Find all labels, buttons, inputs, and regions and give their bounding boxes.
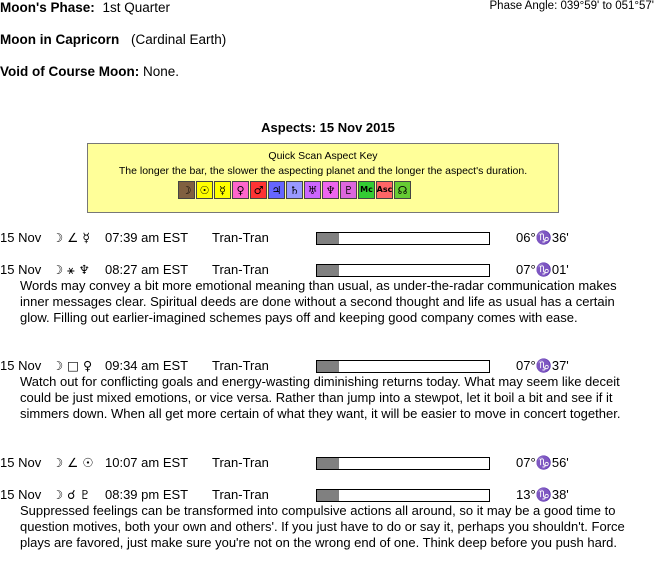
moon-phase-line [0,0,170,15]
aspect-time: 08:39 pm EST [105,487,189,502]
node-icon: ☊ [394,181,411,199]
neptune-icon: ♆ [322,181,339,199]
duration-bar [316,360,490,373]
aspect-row [0,358,656,374]
duration-bar-fill [317,361,339,372]
mercury-icon: ☿ [214,181,231,199]
aspect-type: Tran-Tran [212,230,269,245]
duration-bar [316,489,490,502]
aspect-date: 15 Nov [0,487,42,502]
aspect-key-description: The longer the bar, the slower the aspecting planet and the longer the aspect's duration. [118,165,528,177]
aspect-glyphs: ☽ □ ♀ [52,358,93,373]
sun-icon: ☉ [196,181,213,199]
mars-icon: ♂ [250,181,267,199]
aspect-time: 09:34 am EST [105,358,189,373]
aspect-position: 13°♑38' [516,487,569,502]
moon-phase-value: 1st Quarter [102,0,171,15]
aspect-type: Tran-Tran [212,262,269,277]
phase-angle: Phase Angle: 039°59' to 051°57' [489,0,654,12]
aspect-time: 10:07 am EST [105,455,189,470]
aspect-type: Tran-Tran [212,358,269,373]
moon-icon: ☽ [178,181,195,199]
duration-bar-fill [317,233,339,244]
aspect-glyphs: ☽ ☌ ♇ [52,487,91,502]
aspect-row [0,487,656,503]
aspect-glyphs: ☽ ∠ ☿ [52,230,91,245]
ascendant-icon: Asc [376,181,393,199]
midheaven-icon: Mc [358,181,375,199]
aspect-position: 06°♑36' [516,230,569,245]
aspect-type: Tran-Tran [212,455,269,470]
void-label: Void of Course Moon: [0,64,140,79]
aspect-key-title: Quick Scan Aspect Key [268,150,378,162]
aspect-description: Watch out for conflicting goals and energy-wasting diminishing returns today. What may seem like deceit could be just mixed emotions, or vice versa. Rather than jump into a stewpot, let it boil a bit and see if it simmers down. When all get more certain of what they want, it will be easier to move in concert together. [20,374,621,421]
aspect-date: 15 Nov [0,455,42,470]
aspect-type: Tran-Tran [212,487,269,502]
aspect-row [0,230,656,246]
aspect-position: 07°♑56' [516,455,569,470]
pluto-icon: ♇ [340,181,357,199]
venus-icon: ♀ [232,181,249,199]
aspect-date: 15 Nov [0,262,42,277]
aspect-glyphs: ☽ ⚹ ♆ [52,262,90,277]
uranus-icon: ♅ [304,181,321,199]
aspect-description: Suppressed feelings can be transformed into compulsive actions all around, so it may be a good time to question motives, both your own and others'. If you just have to do or say it, perhaps you shouldn't. Force plays are favored, just make sure you're not on the wrong end of one. Think deep before you push hard. [20,503,625,550]
aspect-position: 07°♑37' [516,358,569,373]
duration-bar [316,232,490,245]
aspect-glyphs: ☽ ∠ ☉ [52,455,94,470]
aspect-position: 07°♑01' [516,262,569,277]
moon-sign-qualifier: (Cardinal Earth) [131,32,227,47]
moon-sign-line [0,32,226,47]
aspect-description: Words may convey a bit more emotional meaning than usual, as under-the-radar communication makes inner messages clear. Spiritual deeds are done without a second thought and life as usual has a certain glow. Filling out earlier-imagined schemes pays off and keeping good company comes with ease. [20,278,617,325]
void-value: None. [143,64,180,79]
duration-bar-fill [317,265,339,276]
duration-bar-fill [317,458,339,469]
aspect-row [0,455,656,471]
aspect-time: 07:39 am EST [105,230,189,245]
aspect-key-glyphs [178,181,412,199]
moon-phase-label: Moon's Phase: [0,0,95,15]
aspect-date: 15 Nov [0,230,42,245]
jupiter-icon: ♃ [268,181,285,199]
duration-bar [316,457,490,470]
void-of-course-line [0,64,179,79]
aspects-title: Aspects: 15 Nov 2015 [261,120,395,135]
duration-bar-fill [317,490,339,501]
saturn-icon: ♄ [286,181,303,199]
aspect-row [0,262,656,278]
duration-bar [316,264,490,277]
aspect-date: 15 Nov [0,358,42,373]
aspect-key-box [87,143,559,213]
moon-sign-label: Moon in Capricorn [0,32,120,47]
aspect-time: 08:27 am EST [105,262,189,277]
